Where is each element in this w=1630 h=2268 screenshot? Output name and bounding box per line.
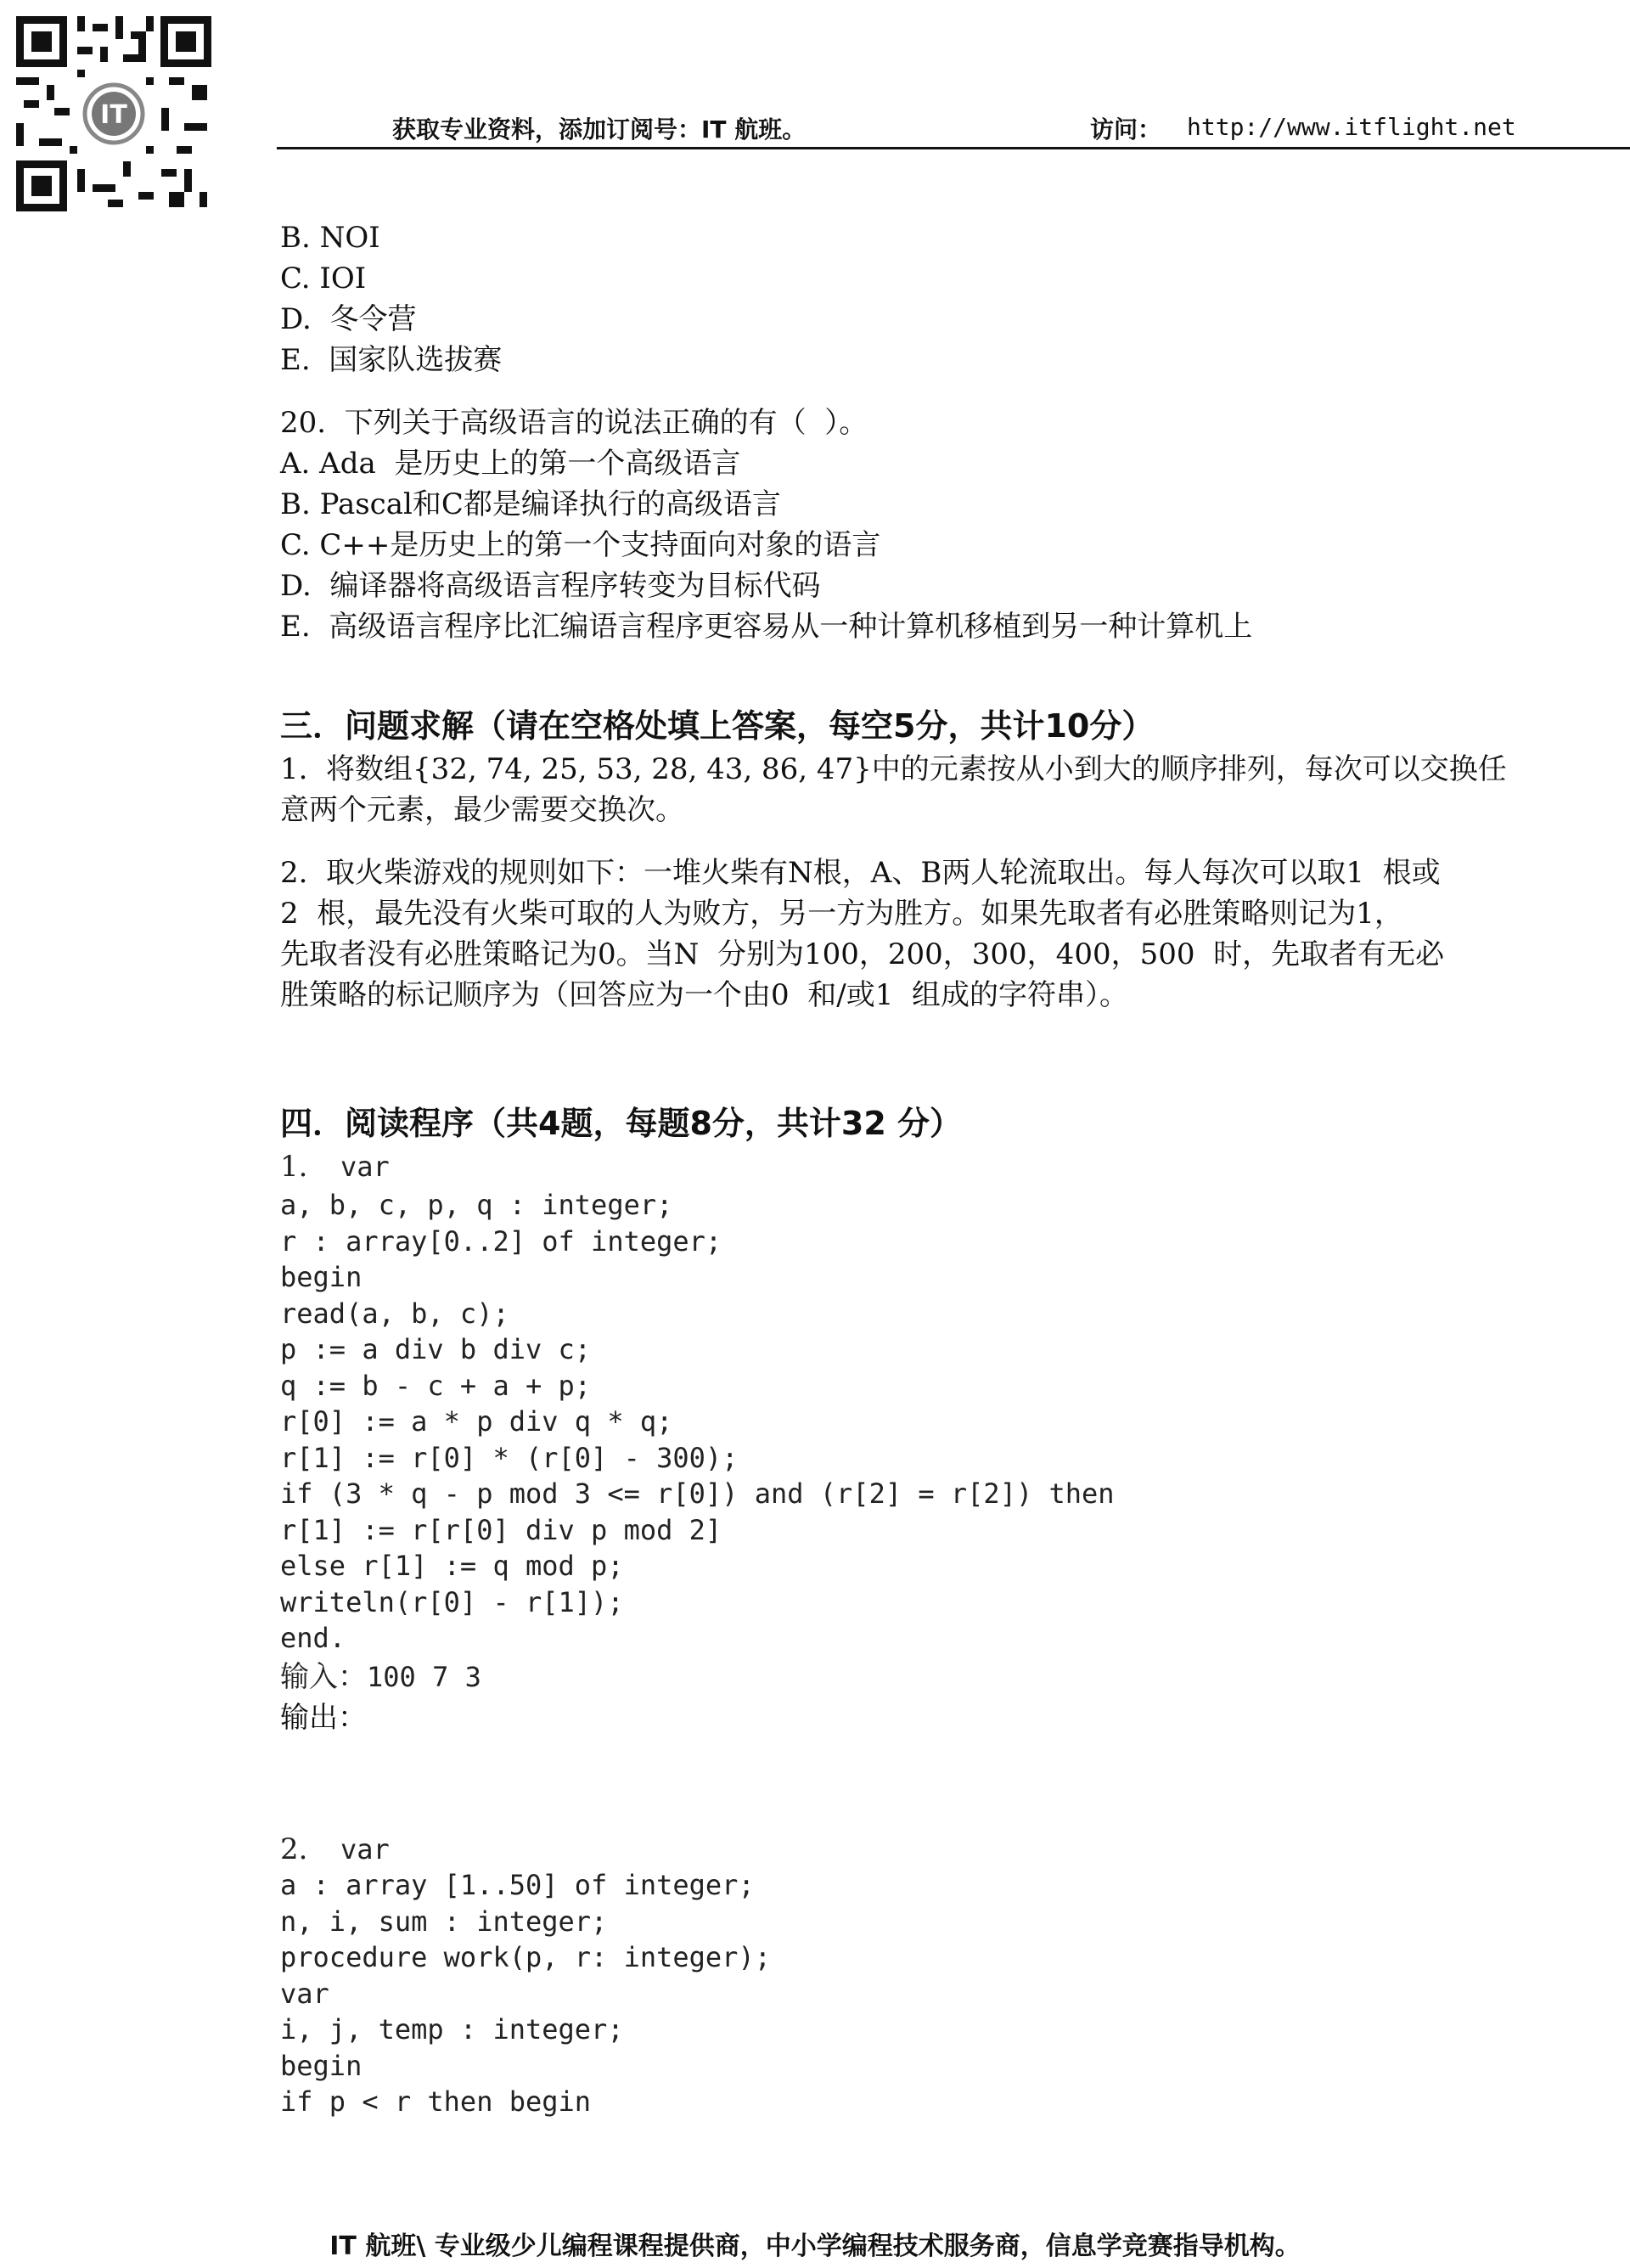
header-subscribe-text: 获取专业资料，添加订阅号：IT 航班。 <box>392 115 807 144</box>
program-1-first-line: var <box>307 1151 390 1183</box>
qr-badge-text: IT <box>100 100 127 130</box>
program-1-output-label: 输出： <box>280 1700 367 1735</box>
program-1-input-label: 输入： <box>280 1659 367 1694</box>
s3-q2-line-3: 先取者没有必胜策略记为0。当N 分别为100，200，300，400，500 时，先取者有无必 <box>280 937 1445 971</box>
section-4-title: 四．阅读程序（共4题，每题8分，共计32 分） <box>280 1105 962 1142</box>
page-footer: IT 航班\ 专业级少儿编程课程提供商，中小学编程技术服务商，信息学竞赛指导机构。 <box>329 2231 1301 2261</box>
code-line: r : array[0..2] of integer; <box>280 1224 722 1258</box>
code-line: writeln(r[0] - r[1]); <box>280 1585 624 1618</box>
code-line: procedure work(p, r: integer); <box>280 1941 771 1973</box>
code-line: if (3 * q - p mod 3 <= r[0]) and (r[2] = r[2]) then <box>280 1477 1115 1510</box>
q20-option-c: C. C++是历史上的第一个支持面向对象的语言 <box>280 528 881 562</box>
section-3-title: 三．问题求解（请在空格处填上答案，每空5分，共计10分） <box>280 707 1155 745</box>
code-line: begin <box>280 1261 363 1293</box>
exam-body <box>280 217 1588 2120</box>
q20-option-e: E. 高级语言程序比汇编语言程序更容易从一种计算机移植到另一种计算机上 <box>280 610 1253 644</box>
code-line: if p < r then begin <box>280 2085 592 2118</box>
section-4 <box>280 1100 1588 2120</box>
s3-q1-line-1: 1. 将数组{32, 74, 25, 53, 28, 43, 86, 47}中的元素按从小到大的顺序排列，每次可以交换任 <box>280 752 1507 786</box>
code-line: p := a div b div c; <box>280 1333 592 1365</box>
section-3 <box>280 703 1588 1016</box>
code-line: r[1] := r[r[0] div p mod 2] <box>280 1513 722 1546</box>
code-line: r[0] := a * p div q * q; <box>280 1405 673 1438</box>
s3-q2-line-4: 胜策略的标记顺序为（回答应为一个由0 和/或1 组成的字符串）。 <box>280 978 1128 1012</box>
program-1-input-value: 100 7 3 <box>367 1660 481 1693</box>
q20-stem: 20. 下列关于高级语言的说法正确的有（ ）。 <box>280 406 868 440</box>
q20-option-a: A. Ada 是历史上的第一个高级语言 <box>280 447 741 481</box>
code-line: else r[1] := q mod p; <box>280 1550 624 1582</box>
program-1 <box>280 1146 1588 1738</box>
s3-q1-line-2: 意两个元素，最少需要交换次。 <box>280 793 684 827</box>
program-2-first-line: var <box>307 1832 390 1866</box>
header-visit-label: 访问： <box>1090 115 1162 144</box>
code-line: read(a, b, c); <box>280 1297 509 1330</box>
code-line: a : array [1..50] of integer; <box>280 1869 755 1901</box>
code-line: i, j, temp : integer; <box>280 2013 624 2046</box>
program-2 <box>280 1832 1588 2120</box>
header-url-link[interactable]: http://www.itflight.net <box>1187 113 1516 141</box>
program-1-number: 1. <box>280 1150 308 1184</box>
code-line: q := b - c + a + p; <box>280 1369 592 1402</box>
code-line: n, i, sum : integer; <box>280 1905 608 1938</box>
q19-option-b: B. NOI <box>280 221 380 255</box>
question-20 <box>280 402 1588 647</box>
code-line: begin <box>280 2049 363 2082</box>
code-line: var <box>280 1977 329 2010</box>
code-line: end. <box>280 1622 346 1654</box>
code-line: a, b, c, p, q : integer; <box>280 1189 673 1221</box>
q20-option-d: D. 编译器将高级语言程序转变为目标代码 <box>280 569 821 603</box>
q20-option-b: B. Pascal和C都是编译执行的高级语言 <box>280 487 781 521</box>
q19-option-c: C. IOI <box>280 262 367 295</box>
program-2-number: 2. <box>280 1832 308 1866</box>
q19-option-e: E. 国家队选拔赛 <box>280 343 503 377</box>
header-divider <box>277 147 1630 149</box>
q19-option-d: D. 冬令营 <box>280 302 417 336</box>
q19-options <box>280 217 1588 380</box>
code-line: r[1] := r[0] * (r[0] - 300); <box>280 1441 739 1474</box>
s3-q2-line-1: 2. 取火柴游戏的规则如下：一堆火柴有N根，A、B两人轮流取出。每人每次可以取1 根或 <box>280 856 1441 890</box>
s3-q2-line-2: 2 根，最先没有火柴可取的人为败方，另一方为胜方。如果先取者有必胜策略则记为1， <box>280 897 1403 931</box>
page-header <box>0 106 1630 149</box>
